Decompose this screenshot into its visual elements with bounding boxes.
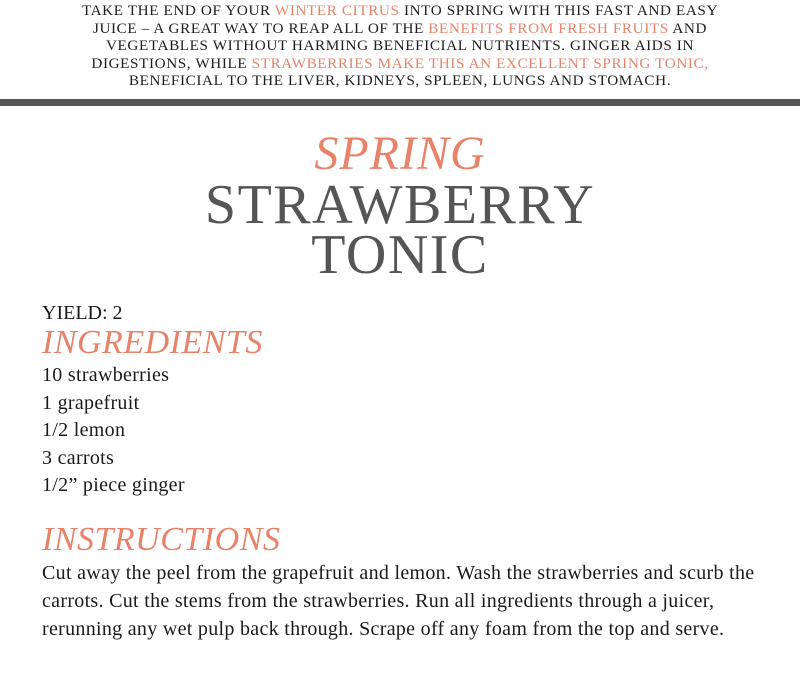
recipe-title xyxy=(0,127,800,286)
intro-highlight: WINTER CITRUS xyxy=(274,2,400,19)
intro-text: TAKE THE END OF YOUR xyxy=(81,2,275,19)
intro-text: DIGESTIONS, WHILE xyxy=(91,54,252,72)
intro-highlight: BENEFITS FROM FRESH FRUITS xyxy=(428,19,669,37)
intro-text: INTO SPRING WITH THIS FAST AND EASY xyxy=(399,2,719,19)
title-line-strawberry: STRAWBERRY xyxy=(204,174,596,236)
ingredient-item: 1/2 lemon xyxy=(42,419,126,441)
intro-text: JUICE – A GREAT WAY TO REAP ALL OF THE xyxy=(92,19,429,37)
intro-line-3: VEGETABLES WITHOUT HARMING BENEFICIAL NUTRIENTS. GINGER AIDS IN xyxy=(105,37,695,54)
instructions-text: Cut away the peel from the grapefruit and lemon. Wash the strawberries and scurb the carrots. Cut the stems from the strawberries. Run all ingredients through a juicer, rerunning any wet pulp back through. Scrape off any foam from the top and serve. xyxy=(42,561,755,640)
title-line-tonic: TONIC xyxy=(311,224,489,286)
intro-line-4 xyxy=(0,55,800,73)
ingredients-heading: INGREDIENTS xyxy=(42,324,263,361)
yield-label: YIELD: 2 xyxy=(42,302,123,324)
ingredients-list xyxy=(42,362,772,500)
intro-paragraph xyxy=(0,2,800,90)
instructions-heading: INSTRUCTIONS xyxy=(42,520,281,558)
intro-highlight: STRAWBERRIES MAKE THIS AN EXCELLENT SPRING TONIC, xyxy=(251,54,709,72)
intro-line-2 xyxy=(0,20,800,38)
intro-text: AND xyxy=(668,19,708,37)
title-accent-word: SPRING xyxy=(314,127,486,180)
ingredient-item: 10 strawberries xyxy=(42,364,170,386)
ingredient-item: 1 grapefruit xyxy=(42,391,140,414)
intro-line-5: BENEFICIAL TO THE LIVER, KIDNEYS, SPLEEN, LUNGS AND STOMACH. xyxy=(128,72,672,89)
ingredient-item: 1/2” piece ginger xyxy=(42,474,185,496)
recipe-body xyxy=(42,300,772,643)
section-divider xyxy=(0,99,800,106)
ingredient-item: 3 carrots xyxy=(42,446,115,469)
intro-line-1 xyxy=(0,2,800,20)
